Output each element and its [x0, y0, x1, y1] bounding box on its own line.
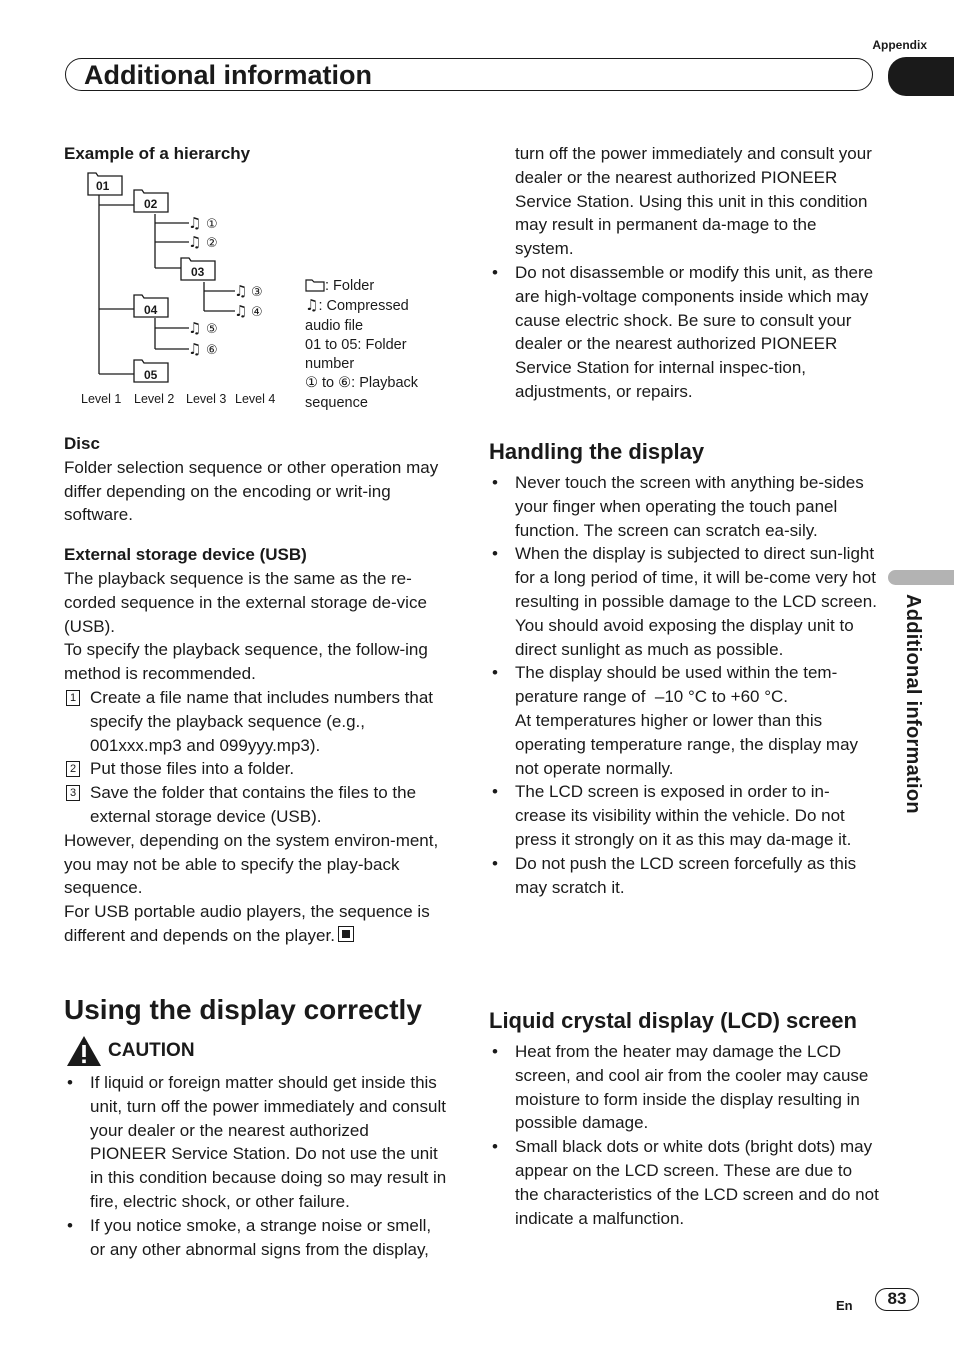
appendix-label: Appendix — [872, 38, 927, 52]
handling-item: • When the display is subjected to direct sun-light for a long period of time, it will be-come very hot resulting in possible damage to the LCD screen. You should avoid exposing the display unit to direct sunlight as much as possible. — [489, 542, 879, 661]
hierarchy-heading-block — [64, 142, 450, 166]
end-mark-icon — [338, 926, 354, 942]
legend-playback-row: ① to ⑥: Playback sequence — [305, 375, 419, 411]
header-tab-marker — [888, 57, 954, 96]
caution-label: CAUTION — [108, 1040, 195, 1062]
usb-paragraph-4: For USB portable audio players, the sequence is different and depends on the player. — [64, 902, 430, 945]
left-column-body — [64, 432, 450, 948]
folder-02-label: 02 — [144, 197, 158, 211]
folder-icon — [305, 278, 325, 292]
handling-item: • Do not push the LCD screen forcefully as this may scratch it. — [489, 852, 879, 900]
file-2-label: ② — [206, 236, 218, 251]
caution-continued: turn off the power immediately and consult your dealer or the nearest authorized PIONEER Service Station. Using this unit in this condition may result in permanent da-mage to the system. — [515, 144, 872, 259]
temperature-note: At temperatures higher or lower than this operating temperature range, the display may not operate normally. — [515, 710, 859, 778]
handling-item: • The LCD screen is exposed in order to in-crease its visibility within the vehicle. Do not press it strongly on it as this may da-mage it. — [489, 780, 879, 851]
file-6-label: ⑥ — [206, 343, 218, 358]
caution-list — [64, 1071, 450, 1261]
usb-step: 3 Save the folder that contains the files to the external storage device (USB). — [64, 781, 450, 829]
page-number: 83 — [875, 1288, 919, 1311]
handling-item: • The display should be used within the tem-perature range of –10 °C to +60 °C. At temperatures higher or lower than this operating temperature range, the display may not operate normally. — [489, 661, 879, 780]
handling-list — [489, 471, 879, 899]
folder-03-label: 03 — [191, 265, 205, 279]
usb-heading: External storage device (USB) — [64, 545, 307, 565]
display-section — [64, 993, 450, 1261]
handling-section — [489, 437, 879, 899]
legend-compressed-row: ♫: Compressed audio file — [305, 296, 409, 334]
lcd-list — [489, 1040, 879, 1230]
caution-list-continued — [489, 261, 879, 404]
folder-01-label: 01 — [96, 179, 110, 193]
usb-paragraph-3: However, depending on the system environ-ment, you may not be able to specify the play-back sequence. — [64, 830, 439, 898]
disc-text: Folder selection sequence or other operation may differ depending on the encoding or writ-ing software. — [64, 457, 439, 525]
lcd-title: Liquid crystal display (LCD) screen — [489, 1008, 857, 1033]
usb-step: 1 Create a file name that includes numbers that specify the playback sequence (e.g., 001xxx.mp3 and 099yyy.mp3). — [64, 686, 450, 757]
handling-title: Handling the display — [489, 439, 705, 464]
language-label: En — [836, 1298, 853, 1313]
usb-steps — [64, 686, 450, 829]
lcd-item: • Small black dots or white dots (bright dots) may appear on the LCD screen. These are due to the characteristics of the LCD screen and do not indicate a malfunction. — [489, 1135, 879, 1230]
file-4-label: ④ — [251, 305, 263, 320]
level-2-label: Level 2 — [134, 392, 175, 406]
side-tab-marker — [888, 570, 954, 585]
caution-item: • Do not disassemble or modify this unit, as there are high-voltage components inside which may cause electric shock. Be sure to consult your dealer or the nearest authorized PIONEER Service Station for internal inspec-tion, adjustments, or repairs. — [489, 261, 879, 404]
music-note-icon: ♫ — [188, 233, 202, 251]
disc-heading: Disc — [64, 434, 100, 453]
music-note-icon: ♫ — [234, 282, 248, 300]
folder-04-label: 04 — [144, 303, 158, 317]
right-column-top — [489, 142, 879, 404]
hierarchy-legend — [305, 277, 445, 413]
lcd-section — [489, 1006, 879, 1230]
usb-paragraph-2: To specify the playback sequence, the follow-ing method is recommended. — [64, 640, 428, 684]
caution-row — [66, 1035, 450, 1067]
music-note-icon: ♫ — [188, 340, 202, 358]
music-note-icon: ♫ — [188, 319, 202, 337]
level-1-label: Level 1 — [81, 392, 122, 406]
music-note-icon: ♫ — [305, 296, 319, 315]
caution-item: • If you notice smoke, a strange noise or smell, or any other abnormal signs from the display, — [64, 1214, 450, 1262]
folder-05-label: 05 — [144, 368, 158, 382]
lcd-item: • Heat from the heater may damage the LCD screen, and cool air from the cooler may cause moisture to form inside the display resulting in possible damage. — [489, 1040, 879, 1135]
file-5-label: ⑤ — [206, 322, 218, 337]
hierarchy-heading: Example of a hierarchy — [64, 144, 251, 163]
side-section-label: Additional information — [902, 594, 924, 814]
file-1-label: ① — [206, 217, 218, 232]
level-3-label: Level 3 — [186, 392, 227, 406]
handling-item: • Never touch the screen with anything be-sides your finger when operating the touch panel function. The screen can scratch ea-sily. — [489, 471, 879, 542]
display-section-title: Using the display correctly — [64, 994, 422, 1025]
usb-step: 2 Put those files into a folder. — [64, 757, 450, 781]
usb-paragraph-1: The playback sequence is the same as the re-corded sequence in the external storage de-vice (USB). — [64, 568, 427, 636]
file-3-label: ③ — [251, 285, 263, 300]
level-4-label: Level 4 — [235, 392, 276, 406]
warning-triangle-icon — [66, 1035, 102, 1067]
legend-folder-number-row: 01 to 05: Folder number — [305, 336, 407, 373]
music-note-icon: ♫ — [234, 302, 248, 320]
legend-folder-row: : Folder — [305, 277, 445, 296]
page-title: Additional information — [84, 60, 372, 90]
music-note-icon: ♫ — [188, 214, 202, 232]
caution-item: • If liquid or foreign matter should get inside this unit, turn off the power immediately and consult your dealer or the nearest authorized PIONEER Service Station. Do not use the unit in this condition because doing so may result in fire, electric shock, or other failure. — [64, 1071, 450, 1214]
